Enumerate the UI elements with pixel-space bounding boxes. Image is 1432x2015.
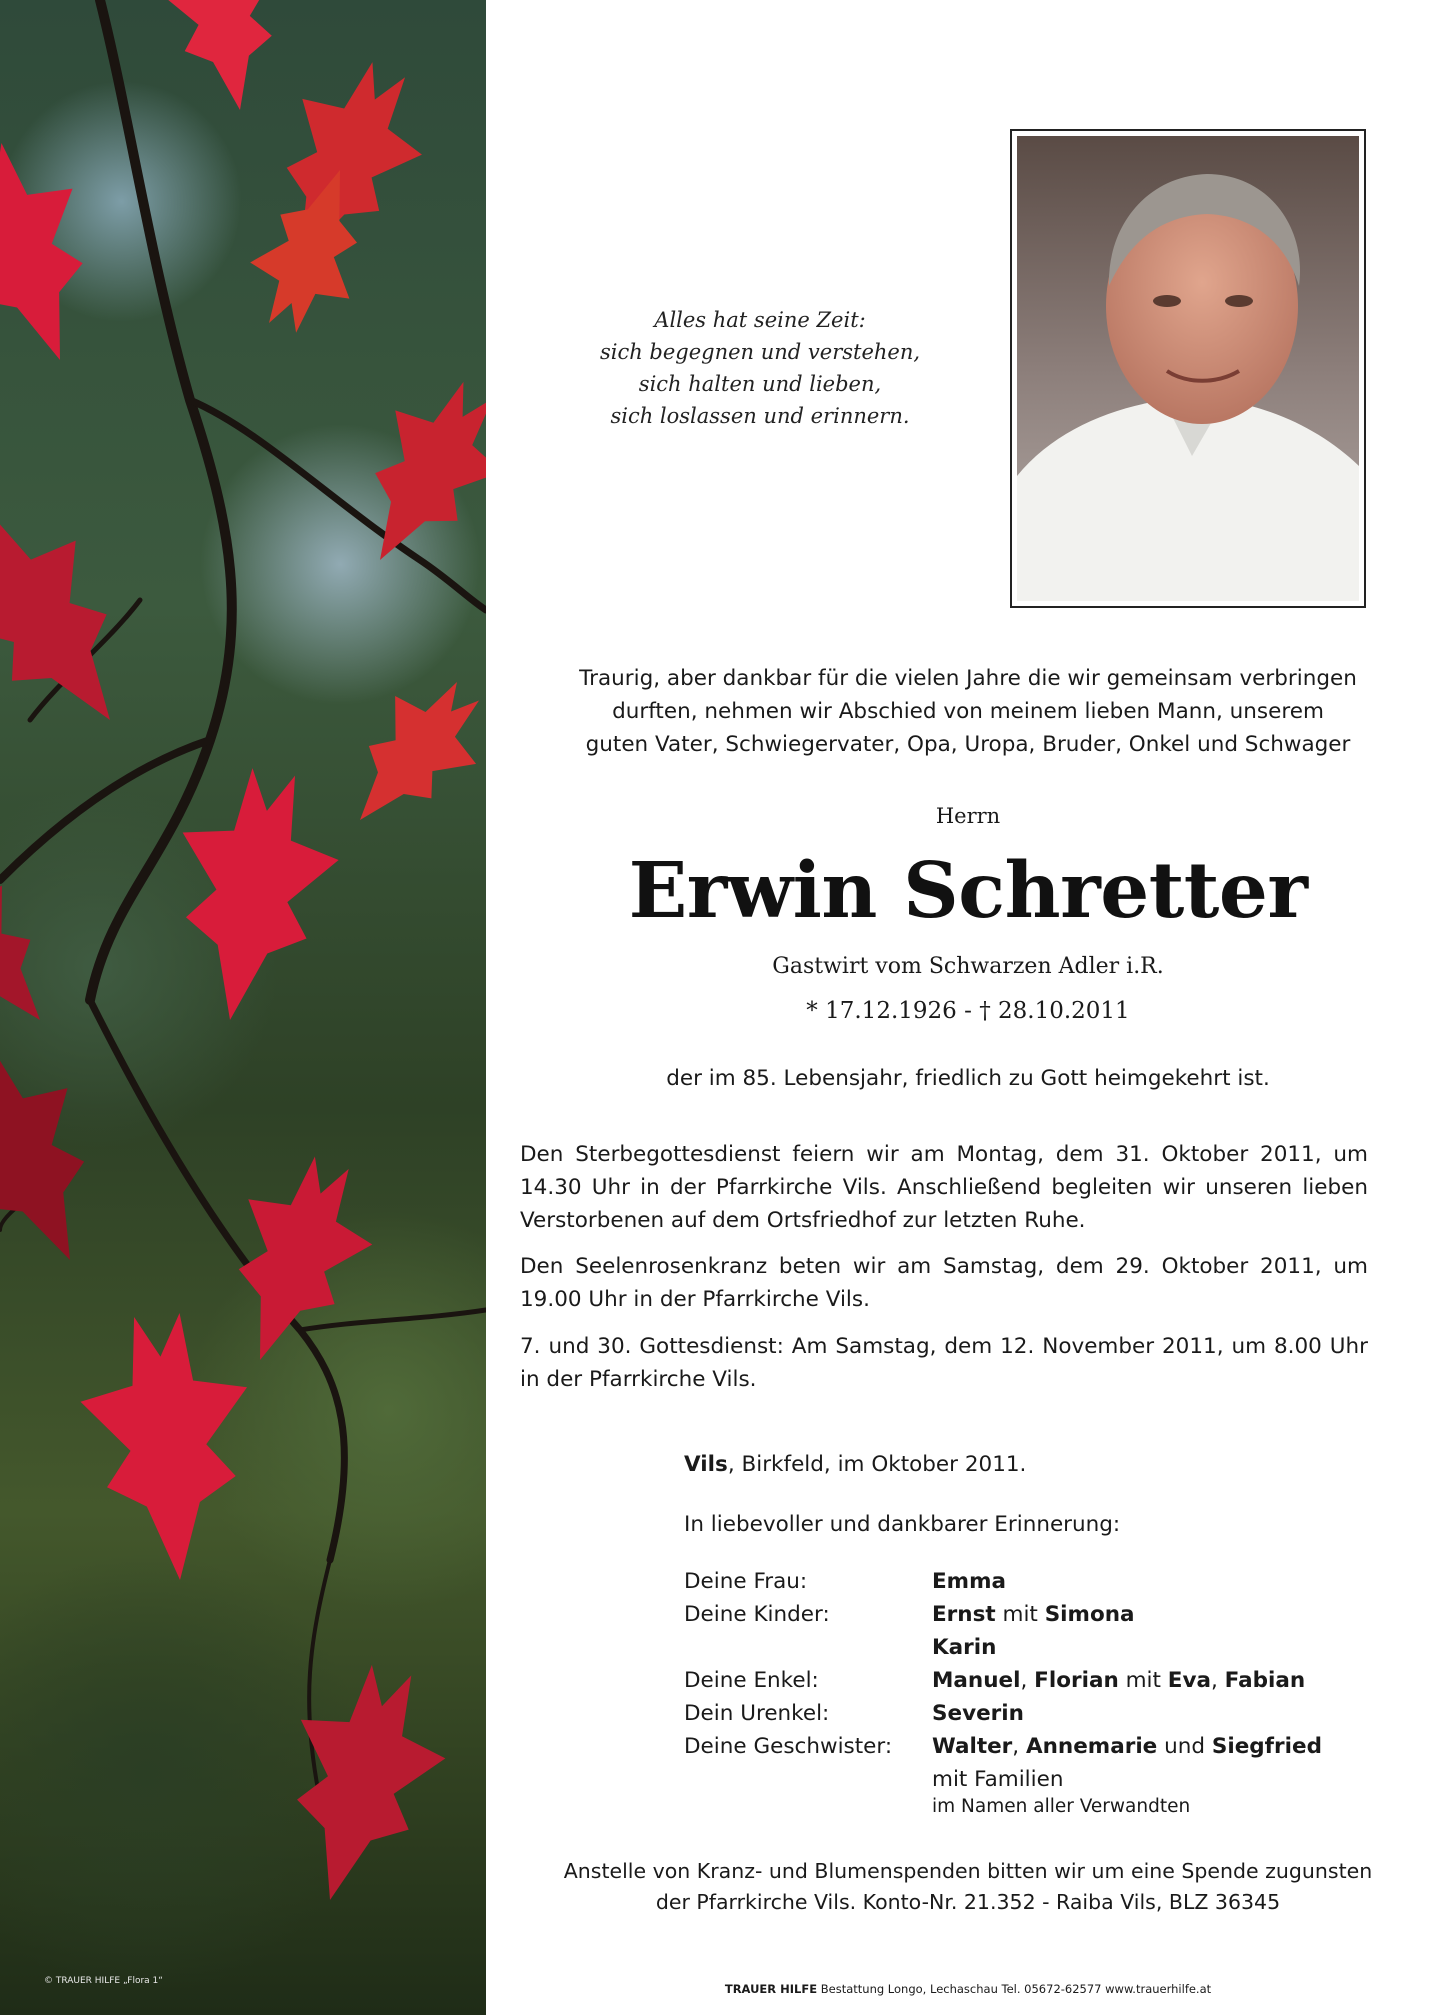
connector: und xyxy=(1157,1734,1212,1759)
footer-brand: TRAUER HILFE xyxy=(724,1982,818,1996)
salutation: Herrn xyxy=(935,804,1001,828)
photo-credit: © TRAUER HILFE „Flora 1“ xyxy=(44,1976,163,1986)
poem xyxy=(560,304,960,432)
poem-line: sich loslassen und erinnern. xyxy=(610,404,910,428)
donation-line: der Pfarrkirche Vils. Konto-Nr. 21.352 - Raiba Vils, BLZ 36345 xyxy=(655,1890,1281,1914)
deceased-name: Erwin Schretter xyxy=(628,846,1308,936)
family-member: Annemarie xyxy=(1025,1734,1158,1759)
leaves-illustration xyxy=(0,0,486,2015)
family-label: Dein Urenkel: xyxy=(684,1701,830,1726)
family-label: Deine Frau: xyxy=(684,1569,808,1594)
connector: , xyxy=(1211,1668,1225,1693)
donation-line: Anstelle von Kranz- und Blumenspenden bitten wir um eine Spende zugunsten xyxy=(563,1859,1373,1883)
place-date xyxy=(684,1452,1026,1477)
rosary-text: Den Seelenrosenkranz beten wir am Samstag, dem 29. Oktober 2011, um 19.00 Uhr in der Pfarrkirche Vils. xyxy=(520,1254,1368,1312)
red-leaves xyxy=(0,0,486,1919)
family-names xyxy=(932,1664,1305,1697)
intro-line: durften, nehmen wir Abschied von meinem lieben Mann, unserem xyxy=(612,699,1324,724)
family-names xyxy=(932,1565,1006,1598)
portrait-frame xyxy=(1010,129,1366,608)
family-names xyxy=(932,1631,996,1664)
poem-line: sich begegnen und verstehen, xyxy=(599,340,921,364)
family-names: mit Familien xyxy=(932,1767,1064,1792)
family-member: Manuel xyxy=(932,1668,1021,1693)
intro-line: guten Vater, Schwiegervater, Opa, Uropa, Bruder, Onkel und Schwager xyxy=(585,732,1351,757)
relatives-note: im Namen aller Verwandten xyxy=(932,1796,1191,1817)
connector: , xyxy=(1020,1668,1035,1693)
memory-line: In liebevoller und dankbarer Erinnerung: xyxy=(684,1512,1121,1537)
poem-line: sich halten und lieben, xyxy=(638,372,882,396)
family-member: Emma xyxy=(932,1569,1007,1594)
family-member: Siegfried xyxy=(1211,1734,1322,1759)
connector: , xyxy=(1012,1734,1026,1759)
autumn-leaves-photo xyxy=(0,0,486,2015)
memorial-service-text: 7. und 30. Gottesdienst: Am Samstag, dem 12. November 2011, um 8.00 Uhr in der Pfarrkirche Vils. xyxy=(520,1334,1368,1392)
footer xyxy=(500,1982,1432,1996)
place-rest: , Birkfeld, im Oktober 2011. xyxy=(727,1452,1027,1477)
family-label: Deine Kinder: xyxy=(684,1602,830,1627)
life-dates: * 17.12.1926 - † 28.10.2011 xyxy=(806,998,1130,1024)
family-member: Karin xyxy=(932,1635,997,1660)
connector: mit xyxy=(1118,1668,1168,1693)
family-member: Walter xyxy=(932,1734,1013,1759)
family-member: Ernst xyxy=(932,1602,996,1627)
portrait-photo xyxy=(1017,136,1359,601)
family-label: Deine Geschwister: xyxy=(684,1734,893,1759)
place-name: Vils xyxy=(684,1452,728,1477)
family-names xyxy=(932,1697,1024,1730)
family-member: Severin xyxy=(932,1701,1024,1726)
intro-line: Traurig, aber dankbar für die vielen Jahre die wir gemeinsam verbringen xyxy=(579,666,1357,691)
passing-text: der im 85. Lebensjahr, friedlich zu Gott heimgekehrt ist. xyxy=(666,1066,1270,1091)
family-label: Deine Enkel: xyxy=(684,1668,819,1693)
funeral-service-text: Den Sterbegottesdienst feiern wir am Montag, dem 31. Oktober 2011, um 14.30 Uhr in der Pfarrkirche Vils. Anschließend begleiten wir unseren lieben Verstorbenen auf dem Ortsfriedhof zur letzten Ruhe. xyxy=(520,1142,1368,1233)
donation-note xyxy=(500,1856,1432,1918)
footer-contact: Bestattung Longo, Lechaschau Tel. 05672-62577 www.trauerhilfe.at xyxy=(817,1982,1212,1996)
poem-line: Alles hat seine Zeit: xyxy=(654,308,866,332)
connector: mit xyxy=(995,1602,1045,1627)
deceased-title: Gastwirt vom Schwarzen Adler i.R. xyxy=(772,954,1164,979)
family-member: Simona xyxy=(1044,1602,1135,1627)
family-names xyxy=(932,1730,1322,1763)
intro-text xyxy=(500,662,1432,761)
family-member: Fabian xyxy=(1224,1668,1306,1693)
family-member: Eva xyxy=(1167,1668,1211,1693)
family-member: Florian xyxy=(1034,1668,1119,1693)
family-names xyxy=(932,1598,1135,1631)
